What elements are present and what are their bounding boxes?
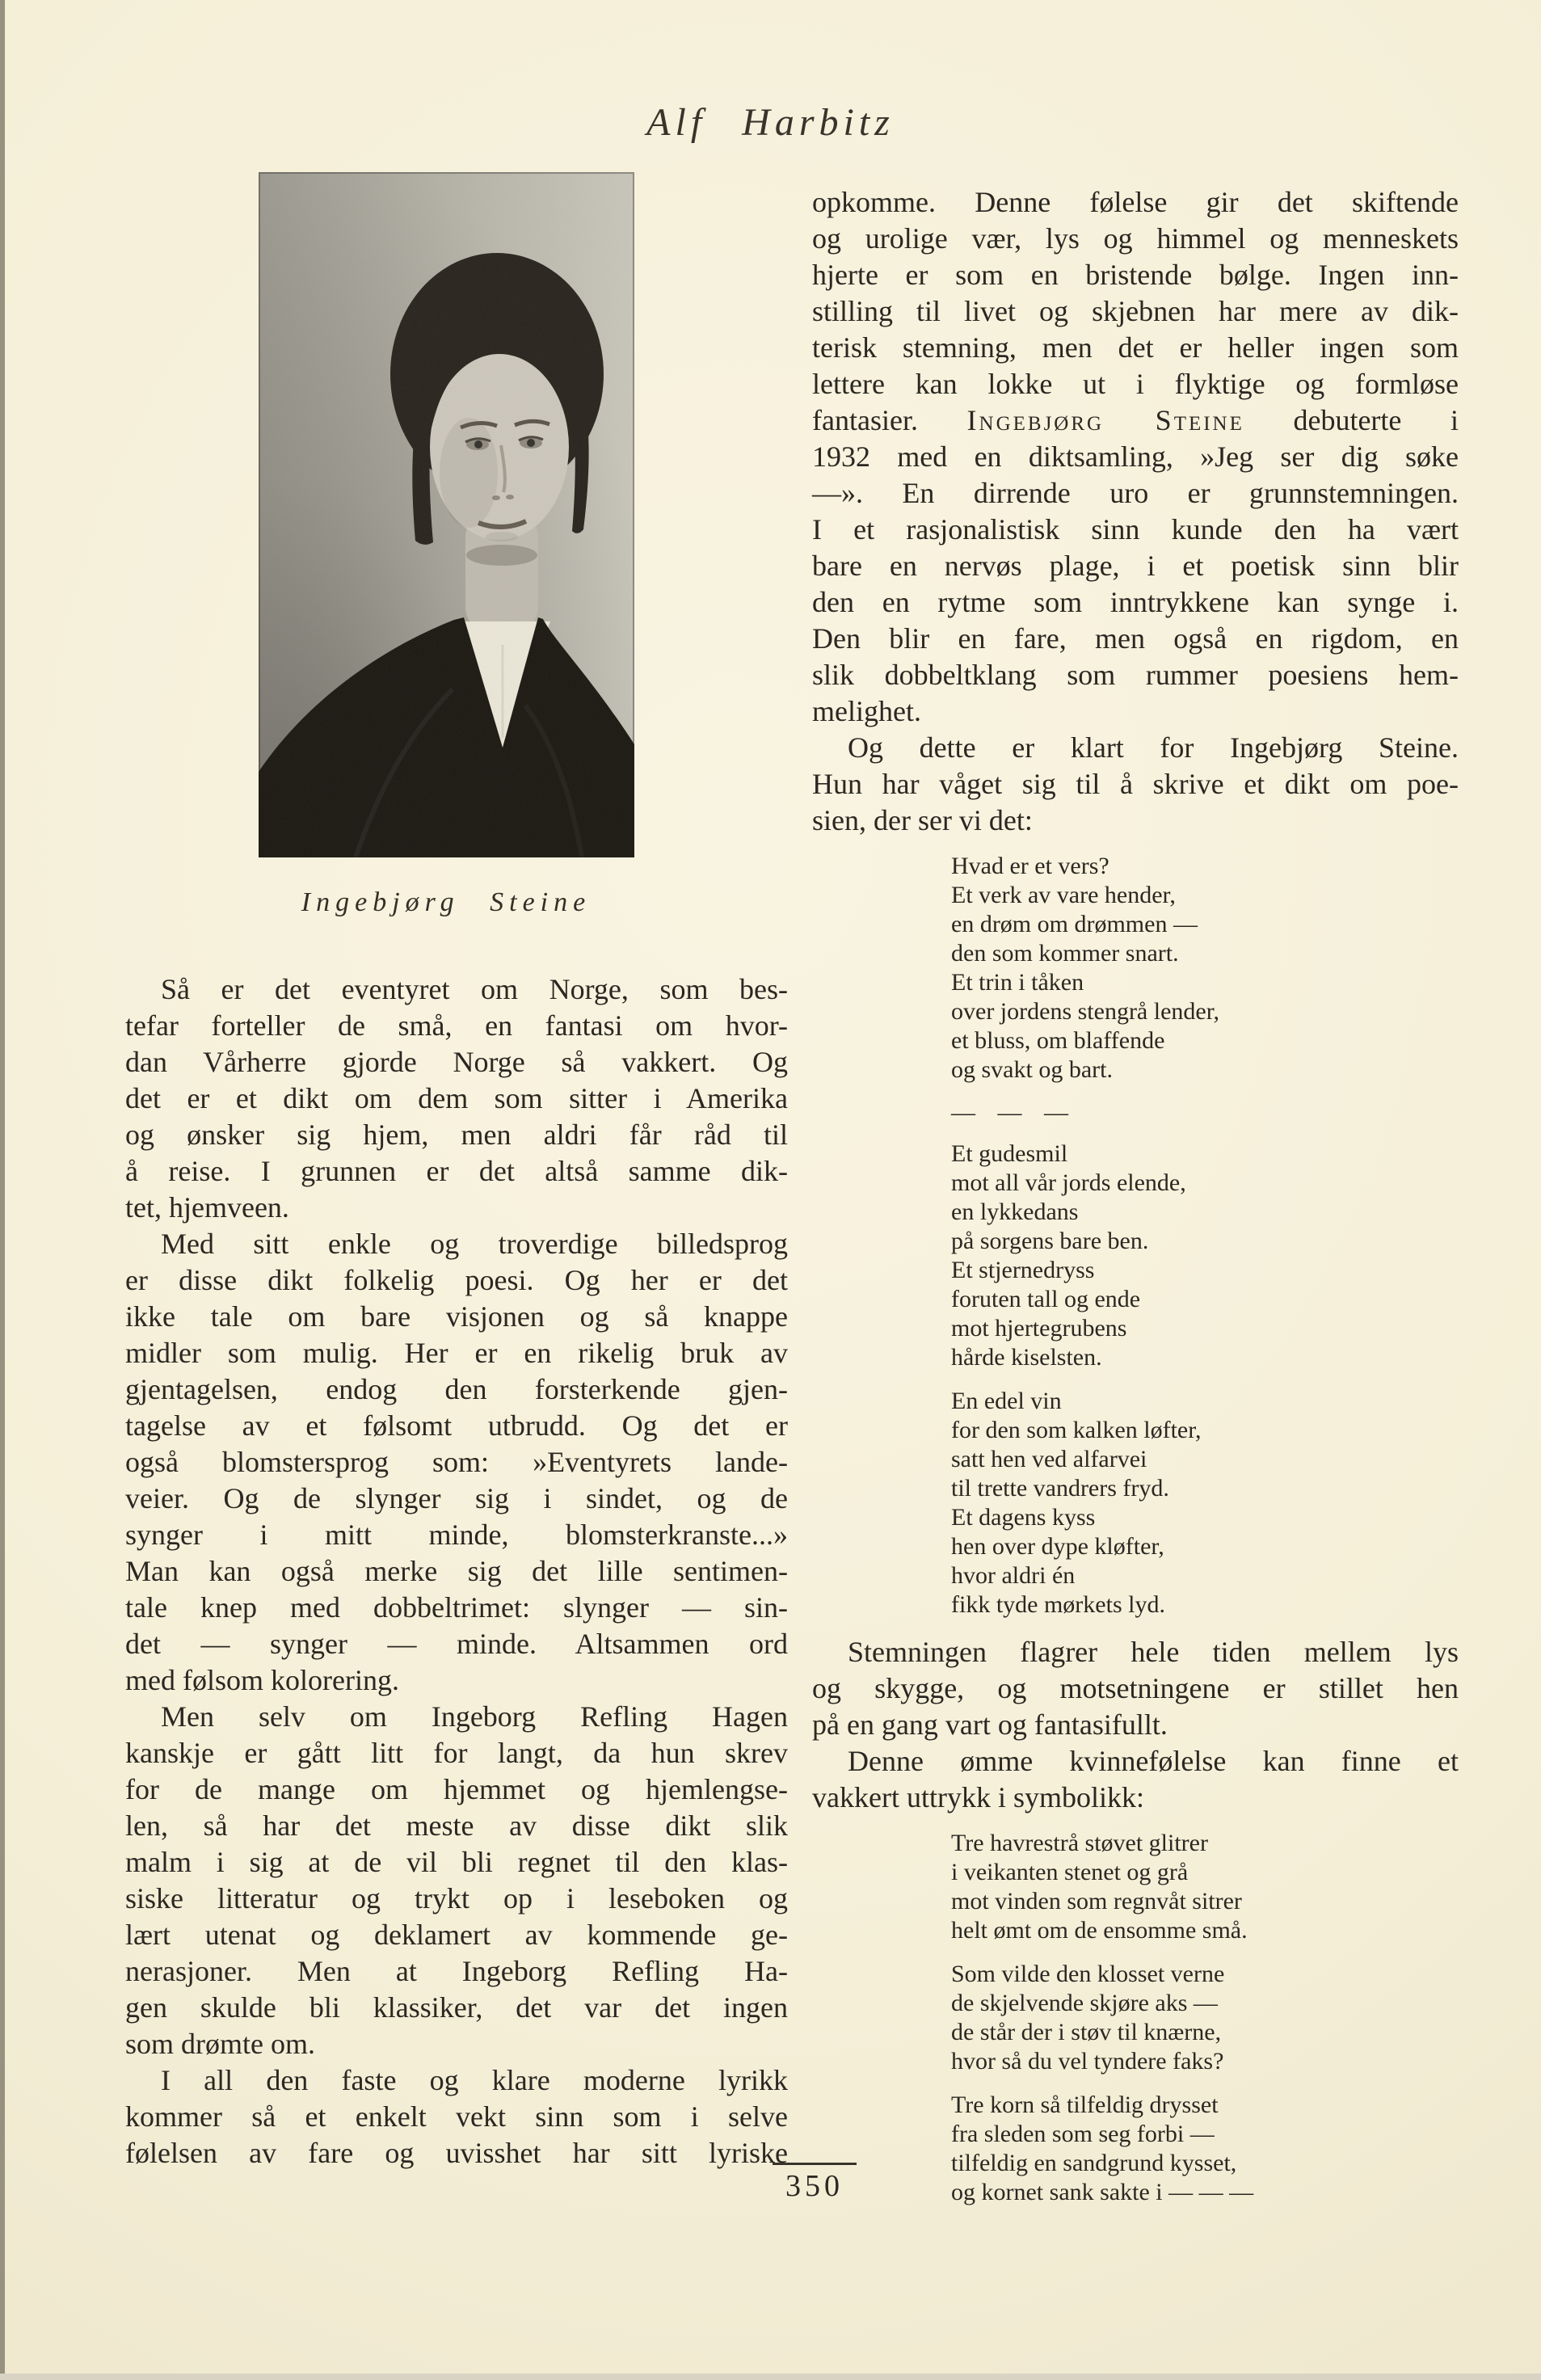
verse-line: og kornet sank sakte i — — —: [951, 2179, 1254, 2205]
verse-line: på sorgens bare ben.: [951, 1228, 1149, 1254]
verse-line: de står der i støv til knærne,: [951, 2019, 1222, 2045]
verse-line: fra sleden som seg forbi —: [951, 2121, 1215, 2147]
page-number-block: [734, 2163, 895, 2204]
text-line: og ønsker sig hjem, men aldri får råd til: [125, 1118, 788, 1151]
verse-stanza: [951, 1139, 1459, 1372]
verse-line: En edel vin: [951, 1388, 1062, 1414]
verse-line: helt ømt om de ensomme små.: [951, 1917, 1248, 1944]
dashes-separator: — — —: [951, 1099, 1070, 1126]
verse-line: en drøm om drømmen —: [951, 911, 1198, 937]
verse-stanza: [951, 1387, 1459, 1620]
verse-line: og svakt og bart.: [951, 1056, 1113, 1083]
verse-line: mot hjertegrubens: [951, 1315, 1127, 1342]
text-line: veier. Og de slynger sig i sindet, og de: [125, 1482, 788, 1514]
verse-line: for den som kalken løfter,: [951, 1417, 1202, 1443]
verse-line: Et gudesmil: [951, 1140, 1068, 1167]
prose-paragraph: [125, 1226, 788, 1699]
text-line: det — synger — minde. Altsammen ord: [125, 1628, 788, 1660]
text-line: Med sitt enkle og troverdige billedsprog: [161, 1228, 788, 1260]
verse-line: hvor så du vel tyndere faks?: [951, 2048, 1224, 2075]
verse-stanza: [951, 1960, 1459, 2076]
prose-paragraph: [812, 1743, 1459, 1816]
text-line: Denne ømme kvinnefølelse kan finne et: [848, 1745, 1459, 1777]
text-line: synger i mitt minde, blomsterkranste...»: [125, 1519, 788, 1551]
text-line: også blomstersprog som: »Eventyrets lande-: [125, 1446, 788, 1478]
verse-stanza: [951, 852, 1459, 1085]
text-line: følelsen av fare og uvisshet har sitt lyriske: [125, 2137, 788, 2169]
scan-edge-left: [0, 0, 5, 2380]
text-line: fantasier. Ingebjørg Steine debuterte i: [812, 404, 1459, 436]
verse-line: Et dagens kyss: [951, 1504, 1096, 1531]
text-line: Man kan også merke sig det lille sentimen-: [125, 1555, 788, 1587]
prose-paragraph: [812, 1634, 1459, 1743]
text-line: og skygge, og motsetningene er stillet hen: [812, 1672, 1459, 1704]
prose-paragraph: [125, 971, 788, 1226]
page-number: 350: [785, 2169, 844, 2203]
verse-line: foruten tall og ende: [951, 1286, 1141, 1312]
text-line: bare en nervøs plage, i et poetisk sinn blir: [812, 550, 1459, 582]
text-line: slik dobbeltklang som rummer poesiens hem-: [812, 659, 1459, 691]
text-line: gjentagelsen, endog den forsterkende gjen-: [125, 1373, 788, 1405]
text-line: Stemningen flagrer hele tiden mellem lys: [848, 1636, 1459, 1668]
text-line: 1932 med en diktsamling, »Jeg ser dig søke: [812, 440, 1459, 473]
verse-line: fikk tyde mørkets lyd.: [951, 1591, 1165, 1618]
verse-line: Et verk av vare hender,: [951, 882, 1176, 908]
verse-line: Hvad er et vers?: [951, 853, 1109, 879]
portrait-photo: [259, 172, 634, 857]
verse-line: hvor aldri én: [951, 1562, 1076, 1589]
page-number-rule: [773, 2163, 857, 2165]
text-line: midler som mulig. Her er en rikelig bruk av: [125, 1337, 788, 1369]
text-line: det er et dikt om dem som sitter i Amerika: [125, 1082, 788, 1114]
left-column: [125, 971, 788, 2171]
text-line: den en rytme som inntrykkene kan synge i.: [812, 586, 1459, 618]
verse-line: satt hen ved alfarvei: [951, 1446, 1147, 1472]
verse-line: hen over dype kløfter,: [951, 1533, 1164, 1560]
text-line: Hun har våget sig til å skrive et dikt om poe-: [812, 768, 1459, 800]
verse-line: til trette vandrers fryd.: [951, 1475, 1169, 1502]
text-line: kanskje er gått litt for langt, da hun skrev: [125, 1737, 788, 1769]
verse-line: hårde kiselsten.: [951, 1344, 1102, 1371]
verse-stanza: [951, 2091, 1459, 2207]
text-line: tagelse av et følsomt utbrudd. Og det er: [125, 1409, 788, 1442]
text-line: —». En dirrende uro er grunnstemningen.: [812, 477, 1459, 509]
small-caps-name: Ingebjørg Steine: [966, 404, 1244, 436]
verse-line: en lykkedans: [951, 1198, 1079, 1225]
text-line: og urolige vær, lys og himmel og menneskets: [812, 222, 1459, 255]
verse-stanza: [951, 1829, 1459, 1945]
right-column: [812, 184, 1459, 2222]
prose-paragraph: [812, 184, 1459, 730]
text-line: melighet.: [812, 695, 921, 727]
text-line: hjerte er som en bristende bølge. Ingen inn-: [812, 259, 1459, 291]
text-line: sien, der ser vi det:: [812, 804, 1033, 836]
text-line: terisk stemning, men det er heller ingen som: [812, 331, 1459, 364]
text-line: er disse dikt folkelig poesi. Og her er det: [125, 1264, 788, 1296]
text-line: Men selv om Ingeborg Refling Hagen: [161, 1700, 788, 1733]
text-line: malm i sig at de vil bli regnet til den klas-: [125, 1846, 788, 1878]
verse-line: Et trin i tåken: [951, 969, 1084, 996]
verse-line: i veikanten stenet og grå: [951, 1859, 1189, 1885]
author-header: Alf Harbitz: [646, 101, 895, 144]
prose-paragraph: [125, 1699, 788, 2062]
portrait-svg: [259, 172, 634, 857]
verse-line: tilfeldig en sandgrund kysset,: [951, 2150, 1237, 2176]
text-line: tale knep med dobbeltrimet: slynger — sin-: [125, 1591, 788, 1624]
text-line: Og dette er klart for Ingebjørg Steine.: [848, 731, 1459, 764]
text-line: på en gang vart og fantasifullt.: [812, 1708, 1168, 1741]
text-line: len, så har det meste av disse dikt slik: [125, 1809, 788, 1842]
prose-paragraph: [125, 2062, 788, 2171]
text-line: stilling til livet og skjebnen har mere av dik-: [812, 295, 1459, 327]
text-line: I et rasjonalistisk sinn kunde den ha vært: [812, 513, 1459, 546]
text-line: Så er det eventyret om Norge, som bes-: [161, 973, 788, 1005]
verse-line: mot all vår jords elende,: [951, 1169, 1186, 1196]
verse-line: den som kommer snart.: [951, 940, 1179, 967]
text-line: I all den faste og klare moderne lyrikk: [161, 2064, 788, 2096]
verse-line: Tre korn så tilfeldig drysset: [951, 2091, 1219, 2118]
text-line: nerasjoner. Men at Ingeborg Refling Ha-: [125, 1955, 788, 1987]
prose-paragraph: [812, 730, 1459, 839]
text-line: kommer så et enkelt vekt sinn som i selve: [125, 2100, 788, 2133]
text-line: vakkert uttrykk i symbolikk:: [812, 1781, 1144, 1813]
photo-caption: Ingebjørg Steine: [301, 887, 592, 917]
text-line: tefar forteller de små, en fantasi om hvor-: [125, 1009, 788, 1042]
scan-edge-bottom: [0, 2374, 1541, 2380]
text-line: siske litteratur og trykt op i leseboken og: [125, 1882, 788, 1915]
text-line: dan Vårherre gjorde Norge så vakkert. Og: [125, 1046, 788, 1078]
text-line: som drømte om.: [125, 2028, 315, 2060]
text-line: ikke tale om bare visjonen og så knappe: [125, 1300, 788, 1333]
verse-line: mot vinden som regnvåt sitrer: [951, 1888, 1242, 1915]
text-line: Den blir en fare, men også en rigdom, en: [812, 622, 1459, 655]
text-line: for de mange om hjemmet og hjemlengse-: [125, 1773, 788, 1805]
text-line: gen skulde bli klassiker, det var det ingen: [125, 1991, 788, 2024]
verse-line: Et stjernedryss: [951, 1257, 1095, 1283]
text-line: å reise. I grunnen er det altså samme dik-: [125, 1155, 788, 1187]
text-line: lært utenat og deklamert av kommende ge-: [125, 1919, 788, 1951]
verse-line: Som vilde den klosset verne: [951, 1961, 1225, 1987]
text-line: lettere kan lokke ut i flyktige og formløse: [812, 368, 1459, 400]
verse-line: et bluss, om blaffende: [951, 1027, 1165, 1054]
text-line: med følsom kolorering.: [125, 1664, 399, 1696]
verse-line: over jordens stengrå lender,: [951, 998, 1220, 1025]
text-line: opkomme. Denne følelse gir det skiftende: [812, 186, 1459, 218]
verse-line: de skjelvende skjøre aks —: [951, 1990, 1218, 2016]
verse-line: Tre havrestrå støvet glitrer: [951, 1830, 1208, 1856]
text-line: tet, hjemveen.: [125, 1191, 289, 1224]
